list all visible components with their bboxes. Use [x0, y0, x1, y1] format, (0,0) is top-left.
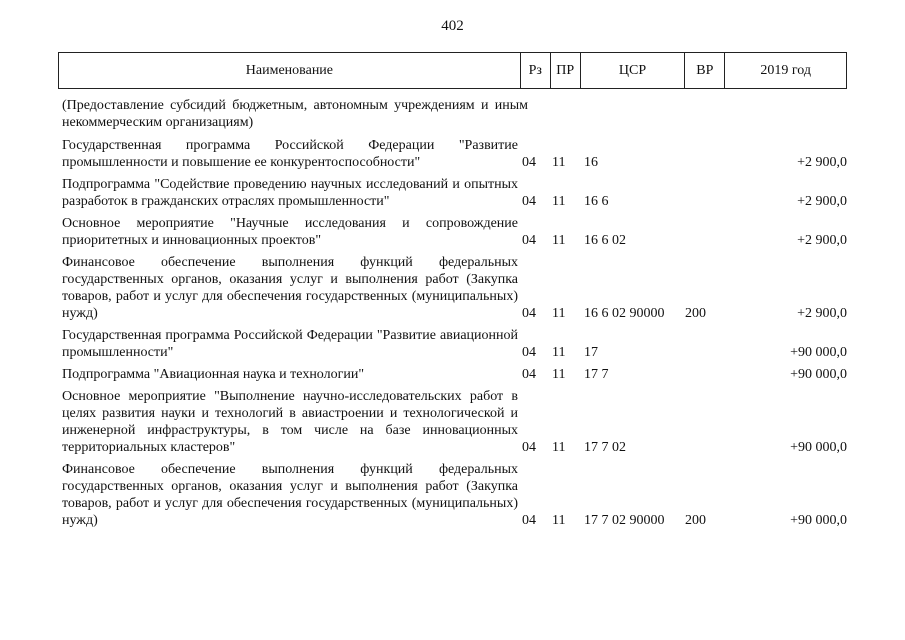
row-name: Подпрограмма "Содействие проведению научных исследований и опытных разработок в гражданских отраслях промышленности" — [62, 177, 518, 209]
header-pr: ПР — [551, 53, 581, 88]
row-name: (Предоставление субсидий бюджетным, автономным учреждениям и иным некоммерческим организациям) — [62, 98, 528, 130]
row-csr: 17 7 — [584, 367, 609, 382]
row-pr: 11 — [552, 440, 566, 455]
row-rz: 04 — [522, 233, 536, 248]
row-amount: +90 000,0 — [790, 345, 847, 360]
row-rz: 04 — [522, 306, 536, 321]
row-amount: +2 900,0 — [797, 233, 847, 248]
row-rz: 04 — [522, 194, 536, 209]
row-rz: 04 — [522, 367, 536, 382]
row-csr: 17 7 02 — [584, 440, 626, 455]
row-name: Финансовое обеспечение выполнения функций федеральных государственных органов, оказания услуг и выполнения работ (Закупка товаров, работ и услуг для обеспечения государственных (муниципальных) нужд) — [62, 255, 518, 321]
row-name: Государственная программа Российской Федерации "Развитие промышленности и повышение ее конкурентоспособности" — [62, 138, 518, 170]
row-amount: +2 900,0 — [797, 155, 847, 170]
row-pr: 11 — [552, 194, 566, 209]
table-row — [58, 176, 847, 210]
row-name: Основное мероприятие "Научные исследования и сопровождение приоритетных и инновационных проектов" — [62, 216, 518, 248]
table-row — [58, 97, 847, 131]
table-body — [58, 97, 847, 529]
row-pr: 11 — [552, 367, 566, 382]
row-pr: 11 — [552, 306, 566, 321]
header-csr: ЦСР — [581, 53, 686, 88]
row-amount: +2 900,0 — [797, 194, 847, 209]
row-amount: +90 000,0 — [790, 513, 847, 528]
row-pr: 11 — [552, 155, 566, 170]
table-row — [58, 461, 847, 529]
table-header — [58, 52, 847, 89]
table-row — [58, 388, 847, 456]
page-number: 402 — [441, 18, 464, 34]
header-name: Наименование — [59, 53, 521, 88]
row-csr: 16 6 02 — [584, 233, 626, 248]
row-amount: +90 000,0 — [790, 367, 847, 382]
table-row — [58, 327, 847, 361]
header-rz: Рз — [521, 53, 551, 88]
row-name: Основное мероприятие "Выполнение научно-исследовательских работ в целях развития науки и технологий в авиастроении и технологической и инженерной инфраструктуры, в том числе на базе инновационных территориальных кластеров" — [62, 389, 518, 455]
row-vr: 200 — [685, 513, 706, 528]
row-csr: 16 — [584, 155, 598, 170]
row-rz: 04 — [522, 155, 536, 170]
row-rz: 04 — [522, 440, 536, 455]
table-row — [58, 254, 847, 322]
row-pr: 11 — [552, 233, 566, 248]
row-pr: 11 — [552, 513, 566, 528]
row-name: Подпрограмма "Авиационная наука и технологии" — [62, 367, 365, 382]
row-rz: 04 — [522, 513, 536, 528]
row-csr: 16 6 — [584, 194, 609, 209]
row-csr: 16 6 02 90000 — [584, 306, 665, 321]
row-amount: +90 000,0 — [790, 440, 847, 455]
table-row — [58, 366, 847, 383]
row-name: Государственная программа Российской Федерации "Развитие авиационной промышленности" — [62, 328, 518, 360]
row-rz: 04 — [522, 345, 536, 360]
row-csr: 17 — [584, 345, 598, 360]
row-name: Финансовое обеспечение выполнения функций федеральных государственных органов, оказания услуг и выполнения работ (Закупка товаров, работ и услуг для обеспечения государственных (муниципальных) нужд) — [62, 462, 518, 528]
row-csr: 17 7 02 90000 — [584, 513, 665, 528]
table-row — [58, 215, 847, 249]
header-year: 2019 год — [760, 62, 811, 78]
header-vr: ВР — [685, 53, 725, 88]
row-vr: 200 — [685, 306, 706, 321]
table-row — [58, 137, 847, 171]
row-amount: +2 900,0 — [797, 306, 847, 321]
row-pr: 11 — [552, 345, 566, 360]
